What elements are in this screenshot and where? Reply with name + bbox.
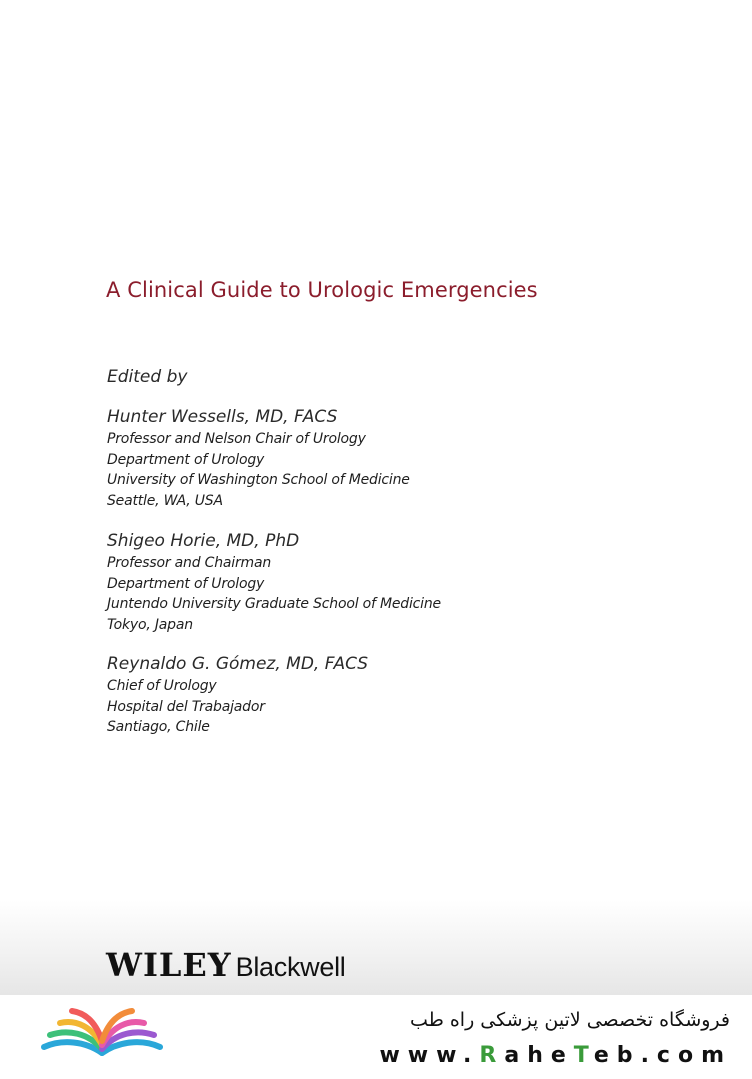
editor-name: Hunter Wessells, MD, FACS [107,407,338,427]
editor-block [107,530,441,635]
store-banner [0,995,752,1079]
editor-name: Shigeo Horie, MD, PhD [107,531,300,551]
editor-affiliation-line: Hospital del Trabajador [107,698,265,715]
open-book-rainbow-icon [40,1003,164,1059]
editor-affiliation-line: Department of Urology [107,575,265,592]
store-url-t: T [573,1043,594,1068]
editor-block [107,406,410,511]
store-url[interactable] [379,1043,732,1068]
editor-affiliation-line: University of Washington School of Medicine [107,472,410,489]
store-name: فروشگاه تخصصی لاتین پزشکی راه طب [410,1009,730,1031]
editor-affiliation-line: Santiago, Chile [107,719,210,736]
editor-block [107,653,368,738]
publisher-name-blackwell: Blackwell [235,952,346,982]
store-url-mid1: ahe [504,1043,574,1068]
editor-affiliation-line: Chief of Urology [107,678,217,694]
store-url-r: R [479,1043,505,1068]
store-url-mid2: eb [593,1043,641,1068]
editor-affiliation-line: Department of Urology [107,451,265,468]
editor-affiliation-line: Seattle, WA, USA [107,492,223,509]
editor-affiliation-line: Juntendo University Graduate School of Medicine [107,596,441,613]
editor-affiliation-line: Professor and Chairman [107,555,272,571]
edited-by-label: Edited by [107,367,188,387]
publisher-name-wiley: WILEY [106,946,232,984]
book-title: A Clinical Guide to Urologic Emergencies [106,278,538,302]
publisher-logo [106,946,345,984]
editor-affiliation-line: Tokyo, Japan [107,616,193,633]
store-url-suffix: .com [640,1043,732,1068]
editor-name: Reynaldo G. Gómez, MD, FACS [107,654,369,674]
editor-affiliation-line: Professor and Nelson Chair of Urology [107,431,366,447]
store-url-prefix: www. [379,1043,480,1068]
